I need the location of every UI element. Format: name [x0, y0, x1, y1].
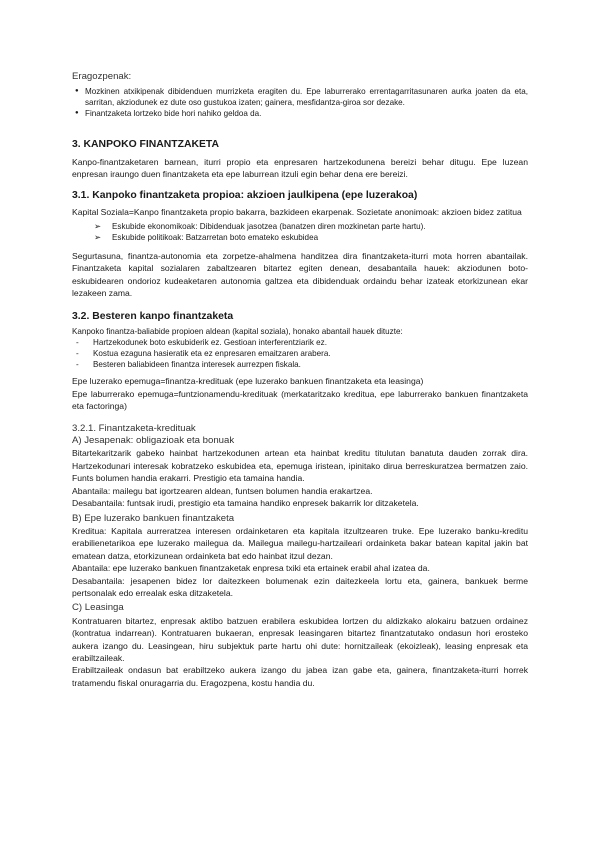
section-3-2-intro: Kanpoko finantza-baliabide propioen aldean (kapital soziala), honako abantail hauek dituzte: — [72, 326, 403, 336]
subsection-b-advantage: Abantaila: epe luzerako bankuen finantzaketak enpresa txiki eta ertainek erabil ahal izatea da. — [72, 563, 430, 574]
subsection-a-text: Bitartekaritzarik gabeko hainbat hartzekodunen artean eta hainbat kreditu titulutan banatuta dauden zorrak dira. Hartzekodunari interesak kobratzeko eskubidea eta, epemuga iristean, ipinitako dirua berreskuratzea bermatzen zaio. Funts bolumen handia erakarri. Prestigio eta tamaina handia. — [72, 448, 528, 484]
list-item: - Kostua ezaguna hasieratik eta ez enpresaren emaitzaren arabera. — [76, 348, 528, 359]
disadvantages-label: Eragozpenak: — [72, 71, 132, 82]
subsection-a-disadvantage: Desabantaila: funtsak irudi, prestigio eta tamaina handiko enpresek bakarrik lor ditzaketela. — [72, 498, 419, 509]
list-item: - Besteren baliabideen finantza interesek aurrezpen fiskala. — [76, 359, 528, 370]
subsection-b-heading: B) Epe luzerako bankuen finantzaketa — [72, 512, 235, 524]
subsection-b-text: Kreditua: Kapitala aurreratzea interesen ordainketaren eta kapitala itzultzearen truke. Epe luzerako banku-kreditu erabilienetarikoa epe luzerako mailegua da. Mailegua mailegu-hartzaileari ordainketa bakar batean kapital jakin bat ematean datza, etorkizunean ordainketa bat edo hainbat itzul dezan. — [72, 525, 528, 561]
advantages-list — [72, 337, 528, 371]
section-3-heading: 3. KANPOKO FINANTZAKETA — [72, 138, 220, 150]
long-term-text: Epe luzerako epemuga=finantza-kredituak (epe luzerako bankuen finantzaketa eta leasinga) — [72, 376, 424, 387]
list-item: ➢ Eskubide politikoak: Batzarretan boto emateko eskubidea — [94, 232, 528, 244]
subsection-a-advantage: Abantaila: mailegu bat igortzearen aldean, funtsen bolumen handia erakartzea. — [72, 485, 373, 496]
section-3-intro: Kanpo-finantzaketaren barnean, iturri propio eta enpresaren hartzekodunena bereizi behar ditugu. Epe luzean enpresan iraungo duen finantzaketa eta epe laburrean itzuli egin behar dena ere bereizi. — [72, 156, 528, 180]
list-item: - Hartzekodunek boto eskubiderik ez. Gestioan interferentziarik ez. — [76, 337, 528, 348]
section-3-2-heading: 3.2. Besteren kanpo finantzaketa — [72, 310, 234, 322]
document-page — [72, 70, 528, 689]
subsection-c-text: Kontratuaren bitartez, enpresak aktibo batzuen erabilera eskubidea lortzen du aldizkako alokairu batzuen ordainez (kontratua indarrean). Kontratuaren bukaeran, enpresak leasingaren bitartez finantzatutako ondasun hori erosteko aukera izango du. Leasingean, hiru subjektuk parte hartu ohi dute: hornitzaileak (ekoizleak), leasing enpresak eta erabiltzaileak. — [72, 615, 528, 663]
rights-list — [72, 221, 528, 244]
subsection-a-heading: A) Jesapenak: obligazioak eta bonuak — [72, 435, 235, 447]
subsection-c-text-2: Erabiltzaileak ondasun bat erabiltzeko aukera izango du jabea izan gabe eta, gainera, finantzaketa-iturri horrek tratamendu fiskal onuragarria du. Eragozpena, kostu handia du. — [72, 665, 528, 688]
disadvantages-list — [72, 86, 528, 120]
section-3-1-heading: 3.1. Kanpoko finantzaketa propioa: akzioen jaulkipena (epe luzerakoa) — [72, 190, 418, 202]
list-item: ● Mozkinen atxikipenak dibidenduen murrizketa eragiten du. Epe laburrerako errentagarritasunaren aurka joaten da eta, sarritan, akziodunek ez dute oso gustukoa izaten; gainera, mesfidantza-giroa sor dezake. — [72, 86, 528, 108]
section-3-2-1-heading: 3.2.1. Finantzaketa-kredituak — [72, 422, 196, 434]
section-3-1-intro: Kapital Soziala=Kanpo finantzaketa propio bakarra, bazkideen ekarpenak. Sozietate anonimoak: akzioen bidez zatitua — [72, 207, 522, 218]
subsection-c-heading: C) Leasinga — [72, 602, 124, 614]
list-item: ● Finantzaketa lortzeko bide hori nahiko geldoa da. — [72, 108, 528, 119]
short-term-text: Epe laburrerako epemuga=funtzionamendu-kredituak (merkataritzako kreditua, epe laburrerako bankuen finantzaketa eta factoringa) — [72, 388, 528, 412]
section-3-1-paragraph: Segurtasuna, finantza-autonomia eta zorpetze-ahalmena handitzea dira finantzaketa-iturri mota horren abantailak. Finantzaketa kapital sozialaren zabaltzearen bitartez egiten denean, desabantaila hauek: akziodunen boto-eskubidearen ondorioz kudeaketaren autonomia galtzea eta dibidenduak ordaindu behar izateak etorkizunean ekar lezakeen zama. — [72, 251, 528, 299]
subsection-b-disadvantage: Desabantaila: jesapenen bidez lor daitezkeen bolumenak ezin daitezkeela lortu eta, gainera, bankuek berme pertsonalak edo errealak eska ditzaketela. — [72, 575, 528, 598]
list-item: ➢ Eskubide ekonomikoak: Dibidenduak jasotzea (banatzen diren mozkinetan parte hartu). — [94, 221, 528, 233]
